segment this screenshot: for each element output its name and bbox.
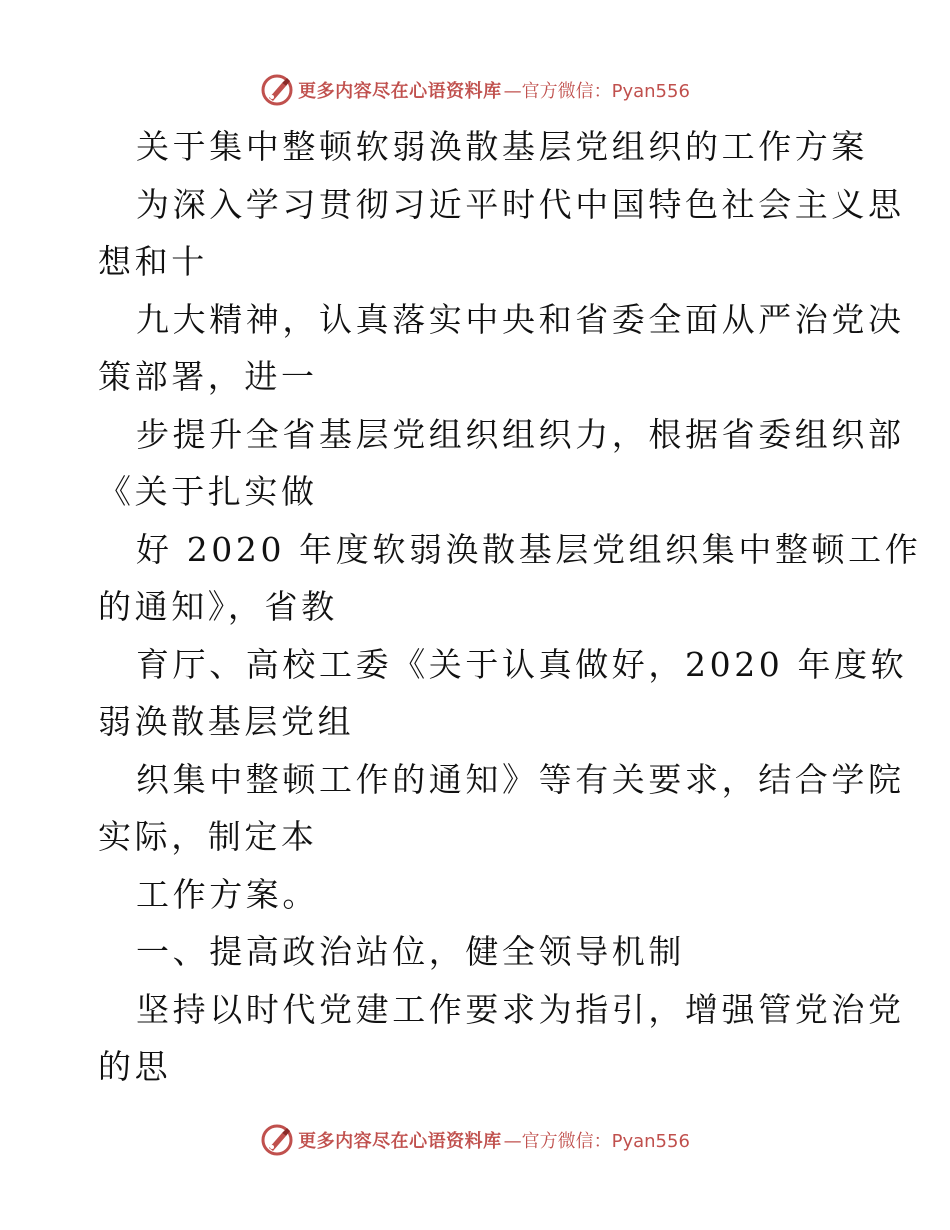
section-heading: 一、提高政治站位，健全领导机制 — [136, 932, 685, 971]
paragraph-line: 为深入学习贯彻习近平时代中国特色社会主义思 — [136, 184, 905, 224]
paragraph-line: 步提升全省基层党组织组织力，根据省委组织部 — [136, 414, 905, 454]
paragraph-line: 的思 — [98, 1047, 172, 1086]
watermark-text: 更多内容尽在心语资料库 — [298, 81, 502, 102]
watermark-wechat: —官方微信：Pyan556 — [503, 1131, 690, 1152]
pen-logo-icon — [260, 1123, 294, 1157]
paragraph-line: 工作方案。 — [136, 874, 319, 914]
footer-watermark — [0, 1120, 950, 1160]
paragraph-line: 《关于扎实做 — [98, 472, 318, 511]
paragraph-line: 实际，制定本 — [98, 817, 318, 856]
paragraph-line: 织集中整顿工作的通知》等有关要求，结合学院 — [136, 759, 905, 799]
watermark-wechat: —官方微信：Pyan556 — [503, 81, 690, 102]
paragraph-line: 好 2020 年度软弱涣散基层党组织集中整顿工作 — [136, 529, 922, 569]
pen-logo-icon — [260, 73, 294, 107]
watermark-text: 更多内容尽在心语资料库 — [298, 1131, 502, 1152]
document-title: 关于集中整顿软弱涣散基层党组织的工作方案 — [136, 127, 868, 166]
header-watermark — [0, 70, 950, 110]
paragraph-line: 想和十 — [98, 242, 208, 281]
paragraph-line: 弱涣散基层党组 — [98, 702, 355, 741]
paragraph-line: 九大精神，认真落实中央和省委全面从严治党决 — [136, 299, 905, 339]
paragraph-line: 策部署，进一 — [98, 357, 318, 396]
paragraph-line: 育厅、高校工委《关于认真做好，2020 年度软 — [136, 644, 908, 684]
document-body — [98, 118, 922, 1096]
paragraph-line: 坚持以时代党建工作要求为指引，增强管党治党 — [136, 989, 905, 1029]
paragraph-line: 的通知》，省教 — [98, 587, 338, 626]
